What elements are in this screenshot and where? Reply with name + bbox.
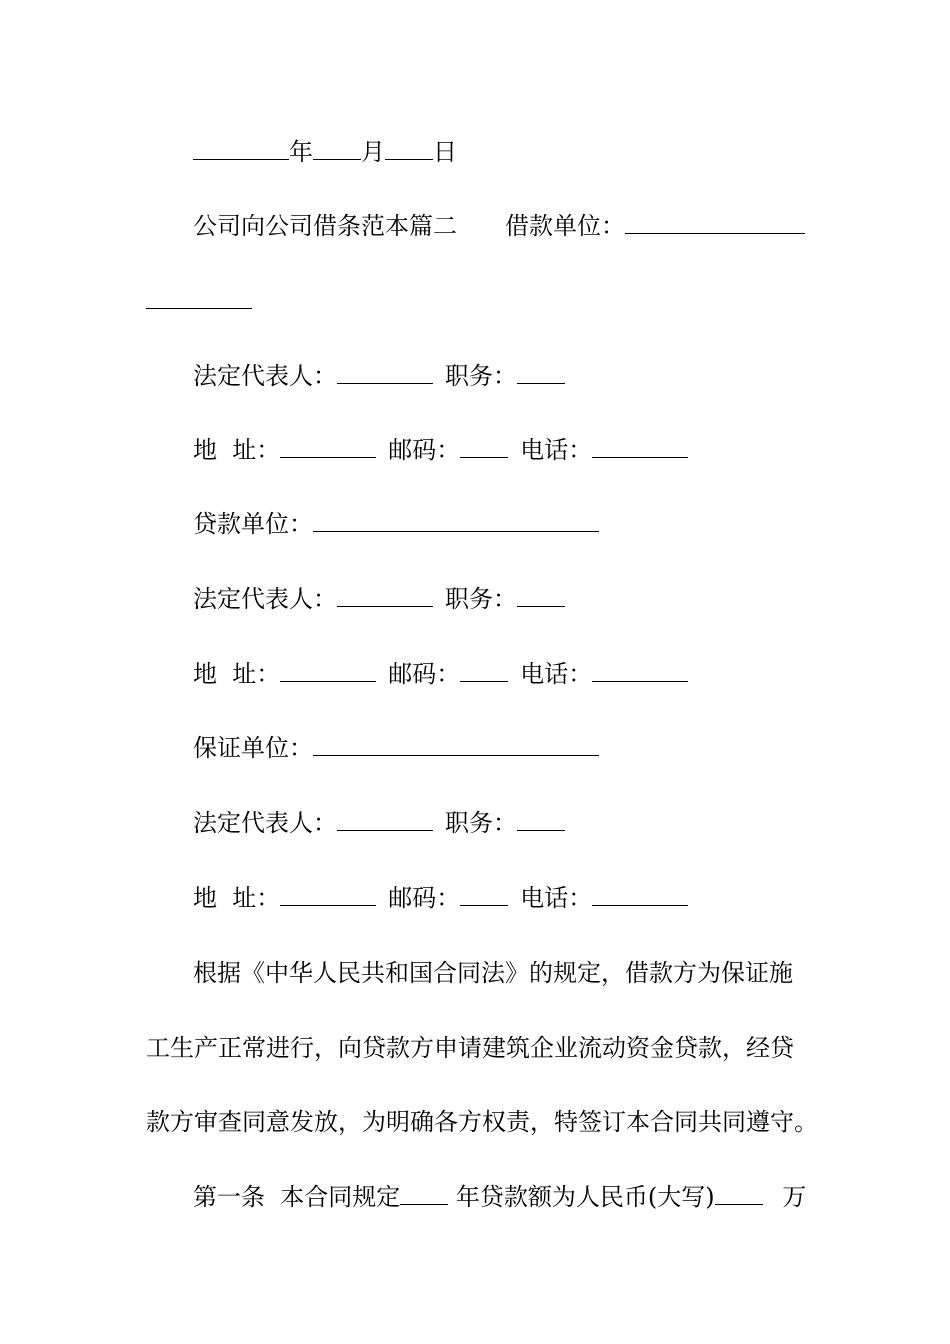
borrower-postcode-label: 邮码：	[388, 436, 461, 464]
day-blank	[385, 137, 433, 160]
lender-unit-line	[193, 509, 599, 539]
borrower-position-blank	[517, 361, 565, 384]
guarantor-phone-blank	[592, 883, 688, 906]
borrower-position-label: 职务：	[445, 362, 517, 390]
body-paragraph-line-2: 工生产正常进行，向贷款方申请建筑企业流动资金贷款，经贷	[146, 1034, 794, 1062]
borrower-address-blank	[280, 435, 376, 458]
date-line	[193, 137, 457, 167]
guarantor-rep-label: 法定代表人：	[193, 809, 337, 837]
guarantor-postcode-blank	[460, 883, 508, 906]
guarantor-rep-line	[193, 808, 565, 838]
borrower-postcode-blank	[460, 435, 508, 458]
article-1-prefix: 第一条 本合同规定	[193, 1183, 401, 1211]
guarantor-address-label: 地 址：	[193, 884, 281, 912]
lender-address-blank	[280, 659, 376, 682]
borrower-phone-label: 电话：	[520, 436, 593, 464]
lender-unit-blank	[313, 509, 599, 532]
article-1-amount-blank	[715, 1182, 763, 1205]
borrower-phone-blank	[592, 435, 688, 458]
guarantor-position-label: 职务：	[445, 809, 517, 837]
lender-phone-label: 电话：	[520, 660, 593, 688]
borrower-unit-blank-cont	[146, 286, 252, 309]
lender-position-blank	[517, 584, 565, 607]
lender-address-line	[193, 659, 688, 689]
article-1-mid: 年贷款额为人民币(大写)	[448, 1183, 715, 1211]
body-paragraph-line-1: 根据《中华人民共和国合同法》的规定，借款方为保证施	[193, 959, 793, 987]
guarantor-address-line	[193, 883, 688, 913]
body-paragraph-line-3: 款方审查同意发放，为明确各方权责，特签订本合同共同遵守。	[146, 1108, 818, 1136]
lender-address-label: 地 址：	[193, 660, 281, 688]
document-title: 公司向公司借条范本篇二	[193, 212, 457, 240]
borrower-rep-blank	[337, 361, 433, 384]
lender-position-label: 职务：	[445, 585, 517, 613]
month-blank	[313, 137, 361, 160]
lender-rep-blank	[337, 584, 433, 607]
borrower-unit-blank	[625, 211, 805, 234]
guarantor-unit-blank	[313, 733, 599, 756]
lender-postcode-blank	[460, 659, 508, 682]
guarantor-address-blank	[280, 883, 376, 906]
borrower-unit-label: 借款单位：	[505, 212, 625, 240]
guarantor-unit-label: 保证单位：	[193, 734, 313, 762]
borrower-rep-label: 法定代表人：	[193, 362, 337, 390]
guarantor-phone-label: 电话：	[520, 884, 593, 912]
lender-phone-blank	[592, 659, 688, 682]
guarantor-rep-blank	[337, 808, 433, 831]
lender-rep-line	[193, 584, 565, 614]
year-label: 年	[289, 138, 313, 166]
heading-line	[193, 211, 805, 241]
lender-unit-label: 贷款单位：	[193, 510, 313, 538]
guarantor-position-blank	[517, 808, 565, 831]
borrower-rep-line	[193, 361, 565, 391]
article-1-suffix: 万	[774, 1183, 807, 1211]
year-blank	[193, 137, 289, 160]
month-label: 月	[361, 138, 385, 166]
article-1-line	[193, 1182, 806, 1212]
article-1-year-blank	[400, 1182, 448, 1205]
borrower-unit-continuation	[146, 286, 252, 316]
lender-postcode-label: 邮码：	[388, 660, 461, 688]
borrower-address-label: 地 址：	[193, 436, 281, 464]
lender-rep-label: 法定代表人：	[193, 585, 337, 613]
guarantor-postcode-label: 邮码：	[388, 884, 461, 912]
day-label: 日	[433, 138, 457, 166]
guarantor-unit-line	[193, 733, 599, 763]
borrower-address-line	[193, 435, 688, 465]
